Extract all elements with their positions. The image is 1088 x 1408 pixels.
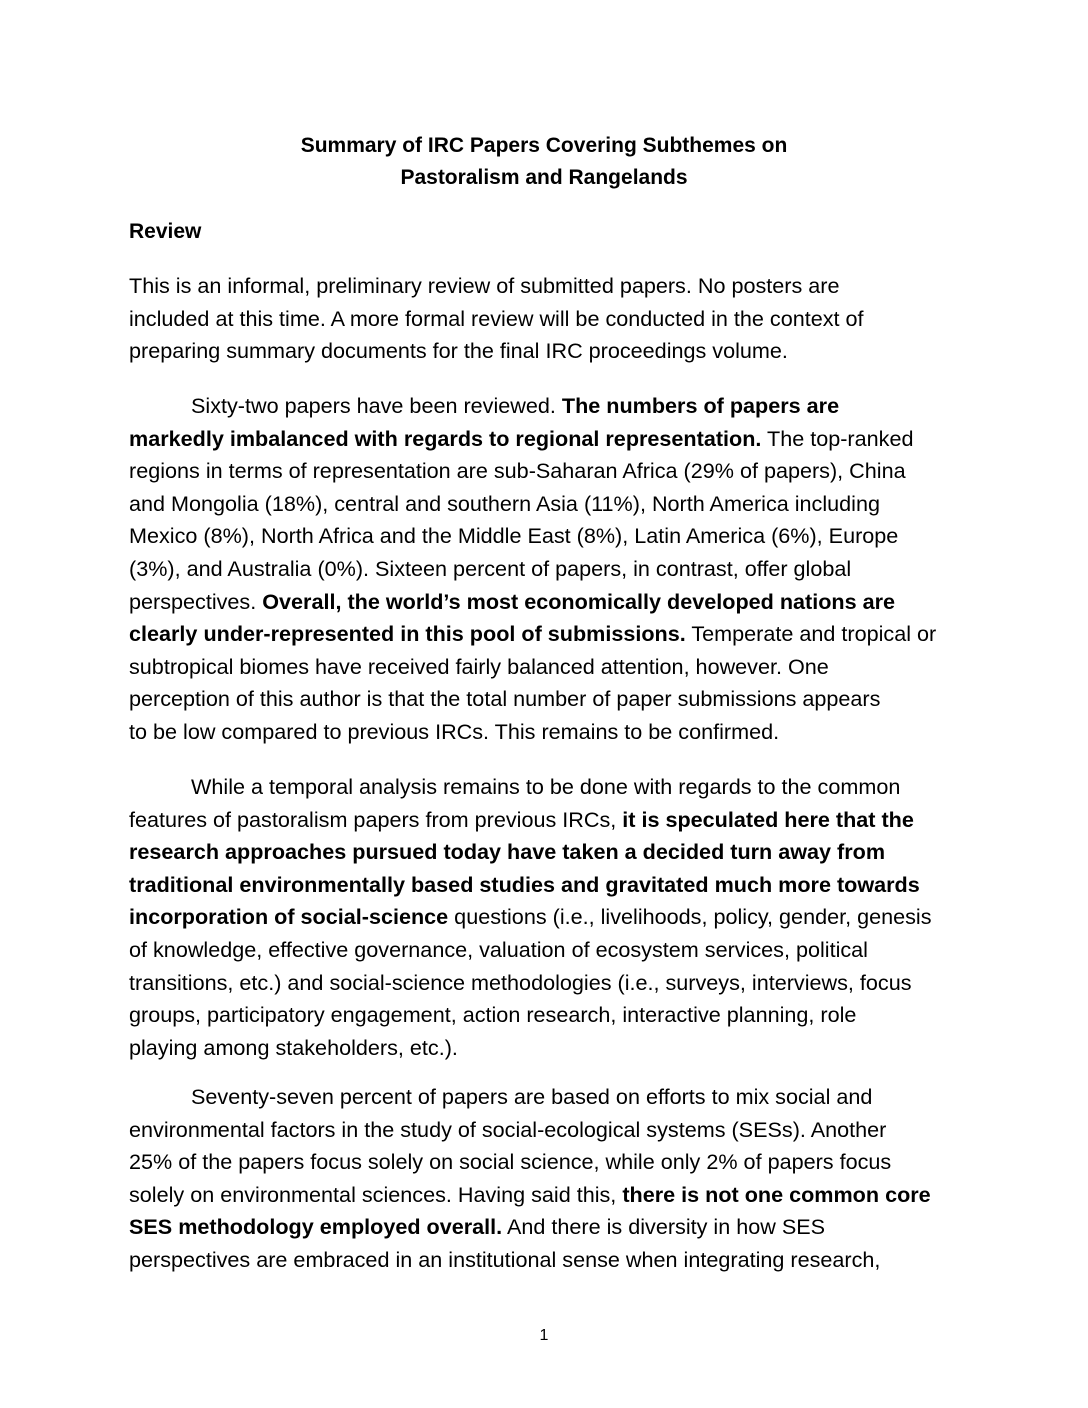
paragraph-line: environmental factors in the study of social-ecological systems (SESs). Another: [129, 1116, 887, 1142]
text-run: And there is diversity in how SES: [502, 1214, 826, 1240]
text-run: solely on environmental sciences. Having said this,: [129, 1181, 623, 1207]
emphasis-run: The numbers of papers are: [561, 393, 840, 418]
emphasis-run: SES methodology employed overall.: [129, 1214, 503, 1240]
paragraph-line: groups, participatory engagement, action research, interactive planning, role: [129, 1002, 857, 1028]
emphasis-run: clearly under-represented in this pool of submissions.: [129, 621, 686, 647]
emphasis-run: Overall, the world’s most economically developed nations are: [262, 588, 896, 614]
document-title: [0, 130, 1088, 194]
paragraph-research-approaches: [129, 771, 959, 1064]
paragraph-line: perception of this author is that the total number of paper submissions appears: [129, 686, 881, 712]
paragraph-line: Mexico (8%), North Africa and the Middle East (8%), Latin America (6%), Europe: [129, 523, 899, 549]
paragraph-ses-methods: [129, 1081, 959, 1277]
paragraph-line: 25% of the papers focus solely on social science, while only 2% of papers focus: [129, 1149, 892, 1175]
paragraph-line: [129, 836, 959, 869]
text-run: Temperate and tropical or: [685, 621, 937, 647]
paragraph-line: [129, 901, 959, 934]
emphasis-run: markedly imbalanced with regards to regional representation.: [129, 425, 762, 451]
paragraph-line: This is an informal, preliminary review of submitted papers. No posters are: [129, 273, 840, 298]
text-run: features of pastoralism papers from previous IRCs,: [129, 806, 623, 832]
page-number: 1: [539, 1327, 549, 1344]
paragraph-line: [129, 869, 959, 902]
emphasis-run: traditional environmentally based studies and gravitated much more towards: [129, 871, 920, 897]
paragraph-line: [129, 423, 959, 456]
paragraph-intro: [129, 270, 959, 368]
paragraph-line: [129, 618, 959, 651]
paragraph-line: Seventy-seven percent of papers are based on efforts to mix social and: [191, 1084, 873, 1109]
paragraph-line: [129, 390, 959, 423]
paragraph-line: regions in terms of representation are sub-Saharan Africa (29% of papers), China: [129, 458, 906, 484]
emphasis-run: research approaches pursued today have taken a decided turn away from: [129, 839, 886, 865]
paragraph-line: [129, 1211, 959, 1244]
paragraph-regional-representation: [129, 390, 959, 749]
paragraph-line: (3%), and Australia (0%). Sixteen percent of papers, in contrast, offer global: [129, 555, 852, 581]
emphasis-run: it is speculated here that the: [622, 806, 914, 832]
paragraph-line: preparing summary documents for the final IRC proceedings volume.: [129, 338, 788, 364]
emphasis-run: incorporation of social-science: [129, 904, 449, 930]
paragraph-line: playing among stakeholders, etc.).: [129, 1034, 458, 1060]
text-run: perspectives.: [129, 588, 263, 614]
paragraph-line: [129, 586, 959, 619]
title-line-1: Summary of IRC Papers Covering Subthemes on: [300, 134, 788, 157]
section-heading-review: Review: [129, 220, 202, 243]
text-run: Sixty-two papers have been reviewed.: [191, 393, 562, 418]
paragraph-line: of knowledge, effective governance, valuation of ecosystem services, political: [129, 936, 868, 962]
paragraph-line: to be low compared to previous IRCs. This remains to be confirmed.: [129, 718, 780, 744]
paragraph-line: [129, 804, 959, 837]
paragraph-line: and Mongolia (18%), central and southern Asia (11%), North America including: [129, 490, 880, 516]
emphasis-run: there is not one common core: [622, 1181, 931, 1207]
paragraph-line: [129, 1179, 959, 1212]
paragraph-line: perspectives are embraced in an institutional sense when integrating research,: [129, 1246, 881, 1272]
paragraph-line: subtropical biomes have received fairly balanced attention, however. One: [129, 653, 829, 679]
title-line-2: Pastoralism and Rangelands: [400, 166, 688, 189]
paragraph-line: included at this time. A more formal review will be conducted in the context of: [129, 305, 864, 331]
paragraph-line: transitions, etc.) and social-science methodologies (i.e., surveys, interviews, focus: [129, 969, 912, 995]
paragraph-line: While a temporal analysis remains to be done with regards to the common: [191, 774, 901, 799]
text-run: questions (i.e., livelihoods, policy, gender, genesis: [448, 904, 932, 930]
text-run: The top-ranked: [761, 425, 914, 451]
